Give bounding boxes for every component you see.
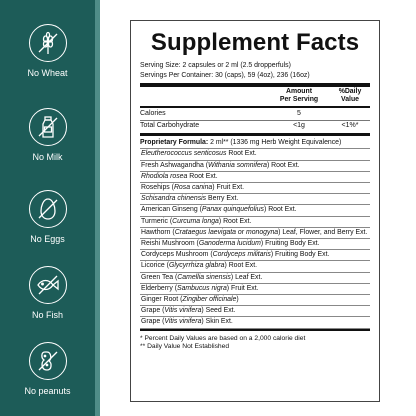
allergen-sidebar (0, 0, 95, 416)
allergen-no-milk (0, 108, 95, 162)
ingredient-row: Schisandra chinensis Berry Ext. (140, 194, 370, 205)
ingredient-row: Rhodiola rosea Root Ext. (140, 172, 370, 183)
ingredient-list (140, 149, 370, 328)
panel-title: Supplement Facts (150, 29, 360, 56)
ingredient-row: American Ginseng (Panax quinquefolius) Root Ext. (140, 205, 370, 216)
allergen-no-eggs (0, 190, 95, 244)
supplement-facts-panel (130, 20, 380, 402)
servings-per-container: Servings Per Container: 30 (caps), 59 (4oz), 236 (16oz) (140, 72, 310, 80)
ingredient-row: Grape (Vitis vinifera) Skin Ext. (140, 317, 370, 328)
ingredient-row: Licorice (Glycyrrhiza glabra) Root Ext. (140, 261, 370, 272)
milk-icon (29, 108, 67, 146)
allergen-label: No Milk (32, 152, 63, 162)
ingredient-row: Eleutherococcus senticosus Root Ext. (140, 149, 370, 160)
allergen-label: No peanuts (24, 386, 71, 396)
amount-header: Amount Per Serving (279, 88, 319, 104)
ingredient-row: Green Tea (Camellia sinensis) Leaf Ext. (140, 273, 370, 284)
divider (140, 83, 370, 87)
footnote: * Percent Daily Values are based on a 2,000 calorie diet (140, 334, 306, 342)
divider (140, 106, 370, 108)
allergen-label: No Eggs (30, 234, 65, 244)
allergen-label: No Wheat (27, 68, 68, 78)
ingredient-row: Cordyceps Mushroom (Cordyceps militaris) Fruiting Body Ext. (140, 250, 370, 261)
ingredient-row: Ginger Root (Zingiber officinale) (140, 295, 370, 306)
ingredient-row: Turmeric (Curcuma longa) Root Ext. (140, 217, 370, 228)
ingredient-row: Elderberry (Sambucus nigra) Fruit Ext. (140, 284, 370, 295)
divider (140, 329, 370, 331)
ingredient-row: Rosehips (Rosa canina) Fruit Ext. (140, 183, 370, 194)
table-row: Total Carbohydrate <1g <1%* (140, 121, 359, 129)
fish-icon (29, 266, 67, 304)
ingredient-row: Fresh Ashwagandha (Withania somnifera) Root Ext. (140, 161, 370, 172)
footnote: ** Daily Value Not Established (140, 343, 230, 351)
divider (140, 133, 370, 136)
wheat-icon (29, 24, 67, 62)
allergen-label: No Fish (31, 310, 63, 320)
proprietary-formula: Proprietary Formula: 2 ml** (1336 mg Herb Weight Equivalence) (140, 137, 370, 149)
egg-icon (29, 190, 67, 228)
table-row: Calories 5 (140, 110, 301, 118)
sidebar-edge (95, 0, 100, 416)
serving-size: Serving Size: 2 capsules or 2 ml (2.5 dropperfuls) (140, 62, 291, 69)
ingredient-row: Grape (Vitis vinifera) Seed Ext. (140, 306, 370, 317)
daily-value-header: %Daily Value (338, 88, 362, 104)
ingredient-row: Hawthorn (Crataegus laevigata or monogyna) Leaf, Flower, and Berry Ext. (140, 228, 370, 239)
ingredient-row: Reishi Mushroom (Ganoderma lucidum) Fruiting Body Ext. (140, 239, 370, 250)
table-header (140, 88, 370, 105)
peanut-icon (29, 342, 67, 380)
allergen-no-fish (0, 266, 95, 320)
allergen-no-wheat (0, 24, 95, 78)
allergen-no-peanuts (0, 342, 95, 396)
